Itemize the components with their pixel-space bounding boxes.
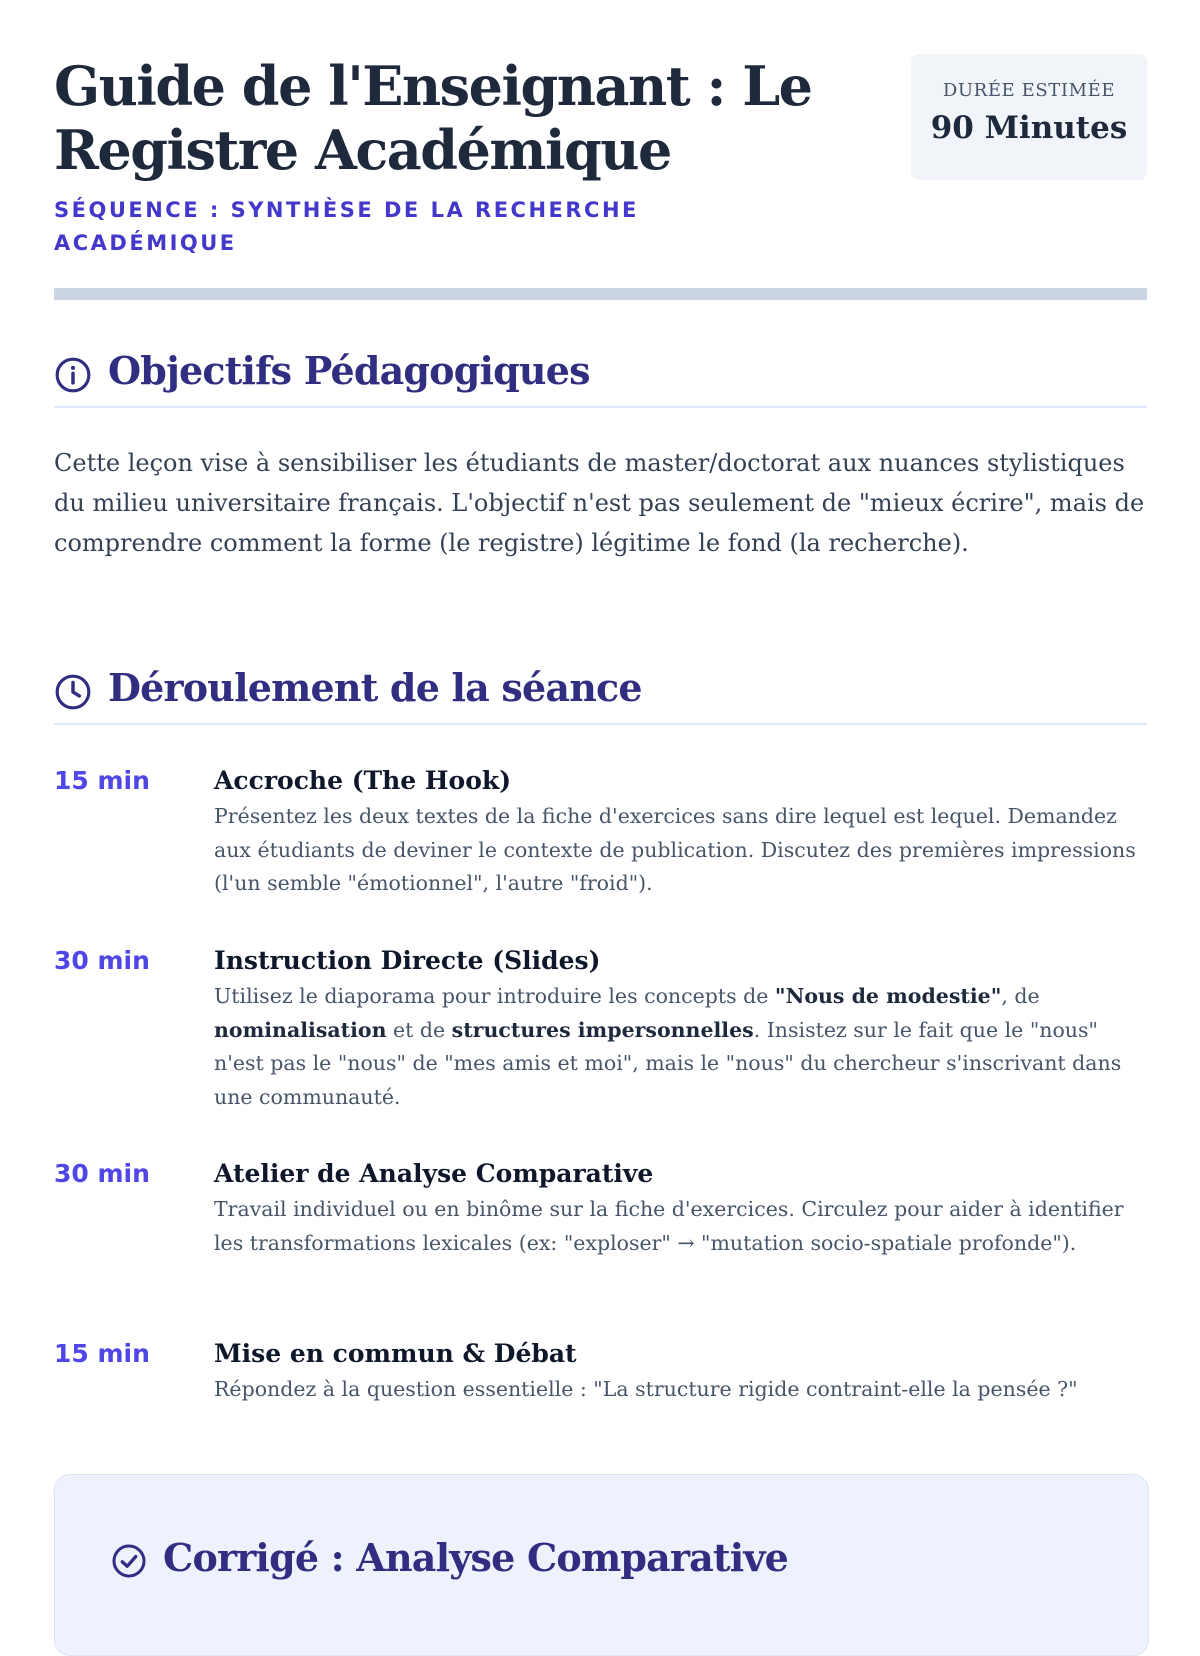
step-time: 30 min xyxy=(54,946,150,975)
step-description-text: Utilisez le diaporama pour introduire les concepts de xyxy=(214,984,775,1008)
step-title: Accroche (The Hook) xyxy=(214,766,512,795)
step-description-text: . Insistez sur le fait que le "nous" n'est pas le "nous" de "mes amis et moi", mais le "nous" du chercheur s'inscrivant dans une communauté. xyxy=(214,1017,1122,1109)
step-description-text: et de xyxy=(386,1017,452,1042)
objectives-heading xyxy=(54,346,1147,408)
term-nominalisation: nominalisation xyxy=(214,1017,387,1042)
page-title: Guide de l'Enseignant : Le Registre Académique xyxy=(54,54,812,182)
schedule-heading-text: Déroulement de la séance xyxy=(108,665,642,710)
step-description: Répondez à la question essentielle : "La structure rigide contraint-elle la pensée ?" xyxy=(214,1377,1078,1401)
objectives-heading-text: Objectifs Pédagogiques xyxy=(108,348,590,393)
step-time: 15 min xyxy=(54,766,150,795)
sequence-subtitle: SÉQUENCE : SYNTHÈSE DE LA RECHERCHE ACADÉMIQUE xyxy=(54,198,639,255)
info-icon xyxy=(54,356,92,394)
clock-icon xyxy=(54,673,92,711)
header-divider xyxy=(54,288,1147,300)
duration-box xyxy=(911,54,1147,180)
step-time: 15 min xyxy=(54,1339,150,1368)
step-title: Atelier de Analyse Comparative xyxy=(214,1159,654,1188)
step-title: Instruction Directe (Slides) xyxy=(214,946,601,975)
step-description-text: , de xyxy=(1001,984,1040,1008)
answer-key-card xyxy=(54,1474,1149,1656)
step-time: 30 min xyxy=(54,1159,150,1188)
step-description: Présentez les deux textes de la fiche d'exercices sans dire lequel est lequel. Demandez aux étudiants de deviner le contexte de publication. Discutez des premières impressions (l'un semble "émotionnel", l'autre "froid"). xyxy=(214,804,1136,895)
schedule-heading xyxy=(54,663,1147,725)
check-circle-icon xyxy=(111,1543,147,1579)
objectives-text: Cette leçon vise à sensibiliser les étudiants de master/doctorat aux nuances stylistiques du milieu universitaire français. L'objectif n'est pas seulement de "mieux écrire", mais de comprendre comment la forme (le registre) légitime le fond (la recherche). xyxy=(54,449,1145,557)
step-title: Mise en commun & Débat xyxy=(214,1339,577,1368)
duration-label: DURÉE ESTIMÉE xyxy=(942,80,1116,101)
answer-key-heading: Corrigé : Analyse Comparative xyxy=(163,1535,789,1580)
term-nous-de-modestie: "Nous de modestie" xyxy=(774,984,1002,1008)
duration-value: 90 Minutes xyxy=(930,110,1128,146)
step-description xyxy=(214,980,1154,1114)
step-description: Travail individuel ou en binôme sur la fiche d'exercices. Circulez pour aider à identifier les transformations lexicales (ex: "exploser" → "mutation socio-spatiale profonde"). xyxy=(214,1197,1124,1255)
term-structures-impersonnelles: structures impersonnelles xyxy=(451,1017,754,1042)
